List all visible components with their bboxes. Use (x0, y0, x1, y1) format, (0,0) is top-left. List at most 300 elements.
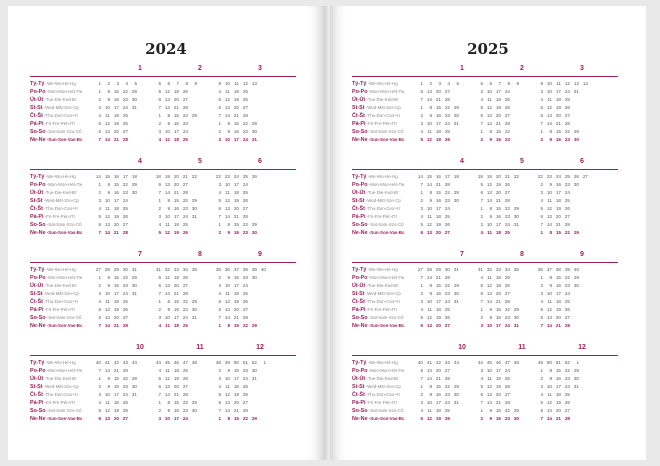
weekday-label: Pá-Pi -Fri-Fre-Pén-Пт (352, 121, 398, 127)
date-cell: 31 (191, 214, 197, 219)
date-cell: 1 (218, 222, 221, 227)
month-number: 5 (198, 158, 202, 165)
week-number: 50 (546, 360, 552, 365)
date-cell: 10 (546, 89, 552, 94)
month-number: 4 (138, 158, 142, 165)
quarter-block (352, 344, 618, 425)
date-cell: 9 (429, 198, 432, 203)
date-cell: 23 (504, 137, 510, 142)
date-cell: 19 (435, 137, 441, 142)
date-cell: 25 (504, 230, 510, 235)
week-number: 5 (134, 81, 137, 86)
date-cell: 2 (420, 392, 423, 397)
date-cell: 30 (191, 307, 197, 312)
date-cell: 27 (504, 392, 510, 397)
date-cell: 30 (573, 182, 579, 187)
weekday-label: Tý-Tý -We-Wo-Hé-Hg (352, 81, 398, 87)
date-cell: 27 (564, 315, 570, 320)
date-cell: 11 (165, 368, 170, 373)
date-cell: 14 (546, 323, 552, 328)
date-cell: 25 (122, 206, 128, 211)
week-number: 17 (122, 174, 128, 179)
week-number: 5 (480, 81, 483, 86)
date-cell: 27 (242, 206, 248, 211)
date-cell: 17 (113, 291, 119, 296)
weekday-label: Út-Út -Tue-Die-Ked-Вт (30, 376, 77, 382)
date-cell: 18 (113, 206, 119, 211)
week-number: 1 (263, 360, 266, 365)
date-cell: 1 (480, 307, 483, 312)
date-cell: 29 (191, 198, 197, 203)
date-cell: 12 (486, 182, 492, 187)
date-cell: 9 (107, 283, 110, 288)
date-cell: 30 (131, 283, 137, 288)
month-number: 1 (460, 65, 464, 72)
date-cell: 30 (453, 113, 459, 118)
date-cell: 23 (564, 376, 570, 381)
date-cell: 1 (420, 190, 423, 195)
date-cell: 5 (420, 416, 423, 421)
date-cell: 10 (104, 198, 110, 203)
date-cell: 3 (158, 129, 161, 134)
weekday-label: So-So -Sat-Sam-Szo-Сб (352, 315, 404, 321)
date-cell: 13 (104, 129, 110, 134)
date-cell: 11 (487, 376, 492, 381)
date-cell: 24 (182, 214, 188, 219)
date-cell: 28 (182, 392, 188, 397)
date-cell: 9 (549, 182, 552, 187)
date-cell: 10 (164, 129, 170, 134)
weekday-label: Út-Út -Tue-Die-Ked-Вт (352, 97, 399, 103)
date-cell: 15 (555, 368, 561, 373)
date-cell: 10 (546, 384, 552, 389)
date-cell: 18 (435, 307, 441, 312)
date-cell: 13 (224, 400, 230, 405)
date-cell: 30 (573, 376, 579, 381)
date-cell: 23 (564, 182, 570, 187)
date-cell: 23 (122, 97, 128, 102)
week-number: 40 (573, 267, 579, 272)
weekday-label: So-So -Sat-Sam-Szo-Сб (30, 408, 82, 414)
date-cell: 30 (251, 368, 257, 373)
date-cell: 28 (242, 315, 248, 320)
date-cell: 11 (105, 299, 110, 304)
date-cell: 8 (167, 198, 170, 203)
date-cell: 21 (233, 113, 239, 118)
date-cell: 10 (224, 376, 230, 381)
date-cell: 22 (182, 198, 188, 203)
date-cell: 22 (564, 129, 570, 134)
date-cell: 25 (242, 190, 248, 195)
date-cell: 29 (513, 206, 519, 211)
date-cell: 21 (233, 408, 239, 413)
date-cell: 25 (182, 368, 188, 373)
date-cell: 15 (113, 89, 119, 94)
week-number: 4 (447, 81, 450, 86)
date-cell: 13 (426, 368, 432, 373)
date-cell: 2 (158, 121, 161, 126)
month-number: 10 (458, 344, 466, 351)
weekday-label: Tý-Tý -We-Wo-Hé-Hg (30, 174, 76, 180)
date-cell: 17 (435, 400, 441, 405)
date-cell: 20 (435, 230, 441, 235)
week-number: 45 (486, 360, 492, 365)
date-cell: 24 (242, 182, 248, 187)
date-cell: 8 (549, 129, 552, 134)
week-number: 31 (131, 267, 137, 272)
date-cell: 30 (453, 392, 459, 397)
date-cell: 17 (495, 368, 501, 373)
week-number: 22 (537, 174, 543, 179)
date-cell: 22 (564, 368, 570, 373)
date-cell: 20 (113, 129, 119, 134)
date-cell: 3 (480, 89, 483, 94)
date-cell: 23 (564, 137, 570, 142)
date-cell: 7 (540, 222, 543, 227)
date-cell: 26 (242, 392, 248, 397)
date-cell: 19 (555, 206, 561, 211)
date-cell: 30 (251, 230, 257, 235)
date-cell: 1 (480, 206, 483, 211)
week-number: 34 (182, 267, 188, 272)
week-number: 35 (191, 267, 197, 272)
date-cell: 5 (218, 392, 221, 397)
date-cell: 3 (218, 283, 221, 288)
week-number: 28 (104, 267, 110, 272)
date-cell: 31 (513, 323, 519, 328)
date-cell: 11 (487, 230, 492, 235)
date-cell: 19 (173, 376, 179, 381)
date-cell: 15 (233, 416, 239, 421)
week-number: 39 (564, 267, 570, 272)
date-cell: 29 (573, 275, 579, 280)
date-cell: 10 (546, 190, 552, 195)
date-cell: 19 (435, 416, 441, 421)
date-cell: 7 (158, 291, 161, 296)
date-cell: 27 (122, 416, 128, 421)
date-cell: 31 (251, 137, 257, 142)
week-number: 44 (453, 360, 459, 365)
date-cell: 31 (573, 89, 579, 94)
date-cell: 11 (225, 89, 230, 94)
date-cell: 19 (173, 89, 179, 94)
date-cell: 7 (218, 408, 221, 413)
week-number: 3 (116, 81, 119, 86)
date-cell: 19 (113, 121, 119, 126)
date-cell: 19 (233, 299, 239, 304)
date-cell: 7 (480, 299, 483, 304)
date-cell: 8 (167, 400, 170, 405)
week-number: 1 (98, 81, 101, 86)
week-number: 26 (573, 174, 579, 179)
date-cell: 21 (233, 315, 239, 320)
date-cell: 6 (218, 400, 221, 405)
date-cell: 14 (224, 408, 230, 413)
date-cell: 3 (420, 400, 423, 405)
weekday-label: So-So -Sat-Sam-Szo-Сб (352, 222, 404, 228)
date-cell: 18 (555, 198, 561, 203)
date-cell: 21 (555, 222, 561, 227)
date-cell: 9 (549, 283, 552, 288)
date-cell: 24 (242, 376, 248, 381)
date-cell: 17 (555, 291, 561, 296)
date-cell: 26 (564, 206, 570, 211)
date-cell: 5 (98, 121, 101, 126)
date-cell: 23 (504, 214, 510, 219)
date-cell: 8 (227, 121, 230, 126)
date-cell: 21 (435, 376, 441, 381)
date-cell: 24 (504, 323, 510, 328)
date-cell: 27 (444, 230, 450, 235)
date-cell: 22 (242, 121, 248, 126)
date-cell: 23 (182, 121, 188, 126)
date-cell: 25 (242, 89, 248, 94)
date-cell: 24 (444, 400, 450, 405)
week-number: 15 (104, 174, 110, 179)
weekday-label: Út-Út -Tue-Die-Ked-Вт (352, 283, 399, 289)
week-number: 24 (555, 174, 561, 179)
weekday-label: Út-Út -Tue-Die-Ked-Вт (352, 190, 399, 196)
date-cell: 25 (182, 137, 188, 142)
date-cell: 15 (555, 275, 561, 280)
date-cell: 15 (173, 299, 179, 304)
date-cell: 24 (122, 392, 128, 397)
weekday-label: Po-Po -Mon-Mon-Hét-Пн (352, 182, 405, 188)
date-cell: 24 (444, 206, 450, 211)
date-cell: 2 (480, 214, 483, 219)
date-cell: 6 (420, 230, 423, 235)
date-cell: 23 (242, 275, 248, 280)
quarter-block (352, 251, 618, 332)
date-cell: 13 (486, 190, 492, 195)
date-cell: 27 (564, 113, 570, 118)
date-cell: 5 (540, 400, 543, 405)
date-cell: 25 (242, 291, 248, 296)
date-cell: 3 (480, 222, 483, 227)
date-cell: 28 (122, 323, 128, 328)
date-cell: 21 (495, 121, 501, 126)
week-number: 7 (498, 81, 501, 86)
date-cell: 7 (218, 315, 221, 320)
date-cell: 24 (444, 121, 450, 126)
date-cell: 18 (495, 275, 501, 280)
date-cell: 17 (173, 129, 179, 134)
date-cell: 1 (420, 105, 423, 110)
date-cell: 10 (486, 89, 492, 94)
date-cell: 6 (158, 384, 161, 389)
week-number: 16 (435, 174, 441, 179)
date-cell: 11 (547, 97, 552, 102)
week-number: 35 (513, 267, 519, 272)
date-cell: 15 (495, 408, 501, 413)
weekday-label: St-St -Wed-Mitt-Sze-Ср (352, 291, 401, 297)
date-cell: 6 (158, 283, 161, 288)
date-cell: 16 (495, 214, 501, 219)
week-number: 35 (215, 267, 221, 272)
date-cell: 11 (427, 307, 432, 312)
date-cell: 7 (540, 416, 543, 421)
date-cell: 29 (131, 275, 137, 280)
date-cell: 18 (435, 214, 441, 219)
date-cell: 27 (444, 368, 450, 373)
date-cell: 16 (113, 190, 119, 195)
date-cell: 12 (426, 137, 432, 142)
date-cell: 18 (555, 392, 561, 397)
weekday-label: Čt-Št -Thu-Don-Csü-Чт (30, 206, 79, 212)
date-cell: 9 (107, 384, 110, 389)
date-cell: 29 (251, 222, 257, 227)
date-cell: 1 (480, 129, 483, 134)
date-cell: 2 (158, 408, 161, 413)
weekday-label: Čt-Št -Thu-Don-Csü-Чт (30, 392, 79, 398)
date-cell: 3 (420, 206, 423, 211)
date-cell: 13 (164, 182, 170, 187)
date-cell: 1 (98, 89, 101, 94)
date-cell: 16 (173, 307, 179, 312)
week-number: 42 (113, 360, 119, 365)
month-number: 3 (258, 65, 262, 72)
date-cell: 3 (98, 198, 101, 203)
date-cell: 14 (426, 275, 432, 280)
week-number: 37 (546, 267, 552, 272)
date-cell: 9 (167, 307, 170, 312)
date-cell: 29 (513, 408, 519, 413)
weekday-label: St-St -Wed-Mitt-Sze-Ср (30, 198, 79, 204)
date-cell: 1 (158, 299, 161, 304)
date-cell: 6 (420, 323, 423, 328)
date-cell: 2 (420, 113, 423, 118)
date-cell: 24 (242, 283, 248, 288)
quarter-rule (30, 355, 296, 356)
date-cell: 6 (540, 408, 543, 413)
week-number: 34 (504, 267, 510, 272)
week-number: 25 (242, 174, 248, 179)
date-cell: 15 (435, 384, 441, 389)
date-cell: 2 (98, 97, 101, 102)
date-cell: 31 (573, 384, 579, 389)
date-cell: 22 (564, 230, 570, 235)
date-cell: 21 (555, 416, 561, 421)
date-cell: 16 (173, 206, 179, 211)
date-cell: 25 (504, 97, 510, 102)
date-cell: 9 (227, 129, 230, 134)
week-number: 51 (555, 360, 561, 365)
date-cell: 15 (435, 105, 441, 110)
weekday-label: So-So -Sat-Sam-Szo-Сб (30, 315, 82, 321)
week-number: 1 (420, 81, 423, 86)
date-cell: 3 (158, 315, 161, 320)
date-cell: 22 (504, 129, 510, 134)
date-cell: 13 (104, 315, 110, 320)
date-cell: 19 (495, 182, 501, 187)
month-number: 10 (136, 344, 144, 351)
date-cell: 8 (489, 129, 492, 134)
date-cell: 22 (242, 323, 248, 328)
date-cell: 7 (420, 275, 423, 280)
date-cell: 5 (420, 315, 423, 320)
date-cell: 2 (158, 206, 161, 211)
date-cell: 8 (429, 105, 432, 110)
date-cell: 3 (540, 89, 543, 94)
date-cell: 13 (546, 315, 552, 320)
date-cell: 14 (104, 323, 110, 328)
date-cell: 6 (480, 291, 483, 296)
date-cell: 14 (426, 376, 432, 381)
date-cell: 5 (480, 384, 483, 389)
date-cell: 13 (104, 222, 110, 227)
date-cell: 19 (555, 400, 561, 405)
date-cell: 10 (486, 368, 492, 373)
date-cell: 27 (122, 222, 128, 227)
weekday-label: Pá-Pi -Fri-Fre-Pén-Пт (30, 307, 76, 313)
date-cell: 12 (426, 315, 432, 320)
date-cell: 30 (251, 275, 257, 280)
week-number: 22 (191, 174, 197, 179)
date-cell: 23 (504, 315, 510, 320)
weekday-label: Pá-Pi -Fri-Fre-Pén-Пт (352, 400, 398, 406)
date-cell: 11 (225, 190, 230, 195)
date-cell: 28 (564, 121, 570, 126)
date-cell: 5 (218, 97, 221, 102)
date-cell: 5 (420, 222, 423, 227)
date-cell: 11 (105, 400, 110, 405)
week-number: 49 (537, 360, 543, 365)
date-cell: 26 (504, 384, 510, 389)
date-cell: 21 (113, 323, 119, 328)
weekday-label: Pá-Pi -Fri-Fre-Pén-Пт (30, 121, 76, 127)
date-cell: 16 (173, 408, 179, 413)
date-cell: 26 (504, 182, 510, 187)
date-cell: 24 (122, 291, 128, 296)
quarter-block (30, 158, 296, 239)
date-cell: 28 (504, 299, 510, 304)
date-cell: 20 (435, 323, 441, 328)
date-cell: 14 (426, 97, 432, 102)
month-number: 3 (580, 65, 584, 72)
date-cell: 22 (122, 376, 128, 381)
date-cell: 27 (504, 113, 510, 118)
date-cell: 16 (555, 283, 561, 288)
date-cell: 23 (564, 283, 570, 288)
weekday-label: St-St -Wed-Mitt-Sze-Ср (352, 105, 401, 111)
date-cell: 19 (233, 392, 239, 397)
date-cell: 26 (242, 299, 248, 304)
date-cell: 15 (113, 182, 119, 187)
weekday-label: Ne-Ne -Sun-Son-Vas-Вс (352, 230, 405, 236)
weekday-label: Út-Út -Tue-Die-Ked-Вт (352, 376, 399, 382)
date-cell: 19 (113, 408, 119, 413)
date-cell: 9 (549, 376, 552, 381)
week-number: 29 (113, 267, 119, 272)
date-cell: 28 (564, 416, 570, 421)
date-cell: 29 (131, 182, 137, 187)
date-cell: 30 (513, 214, 519, 219)
week-number: 13 (573, 81, 579, 86)
date-cell: 4 (158, 222, 161, 227)
date-cell: 13 (486, 113, 492, 118)
date-cell: 21 (435, 97, 441, 102)
date-cell: 17 (435, 299, 441, 304)
date-cell: 2 (218, 275, 221, 280)
week-number: 19 (486, 174, 492, 179)
date-cell: 6 (420, 89, 423, 94)
weekday-label: Tý-Tý -We-Wo-Hé-Hg (352, 174, 398, 180)
date-cell: 3 (98, 392, 101, 397)
date-cell: 11 (105, 113, 110, 118)
date-cell: 30 (191, 206, 197, 211)
date-cell: 26 (122, 307, 128, 312)
date-cell: 6 (98, 416, 101, 421)
